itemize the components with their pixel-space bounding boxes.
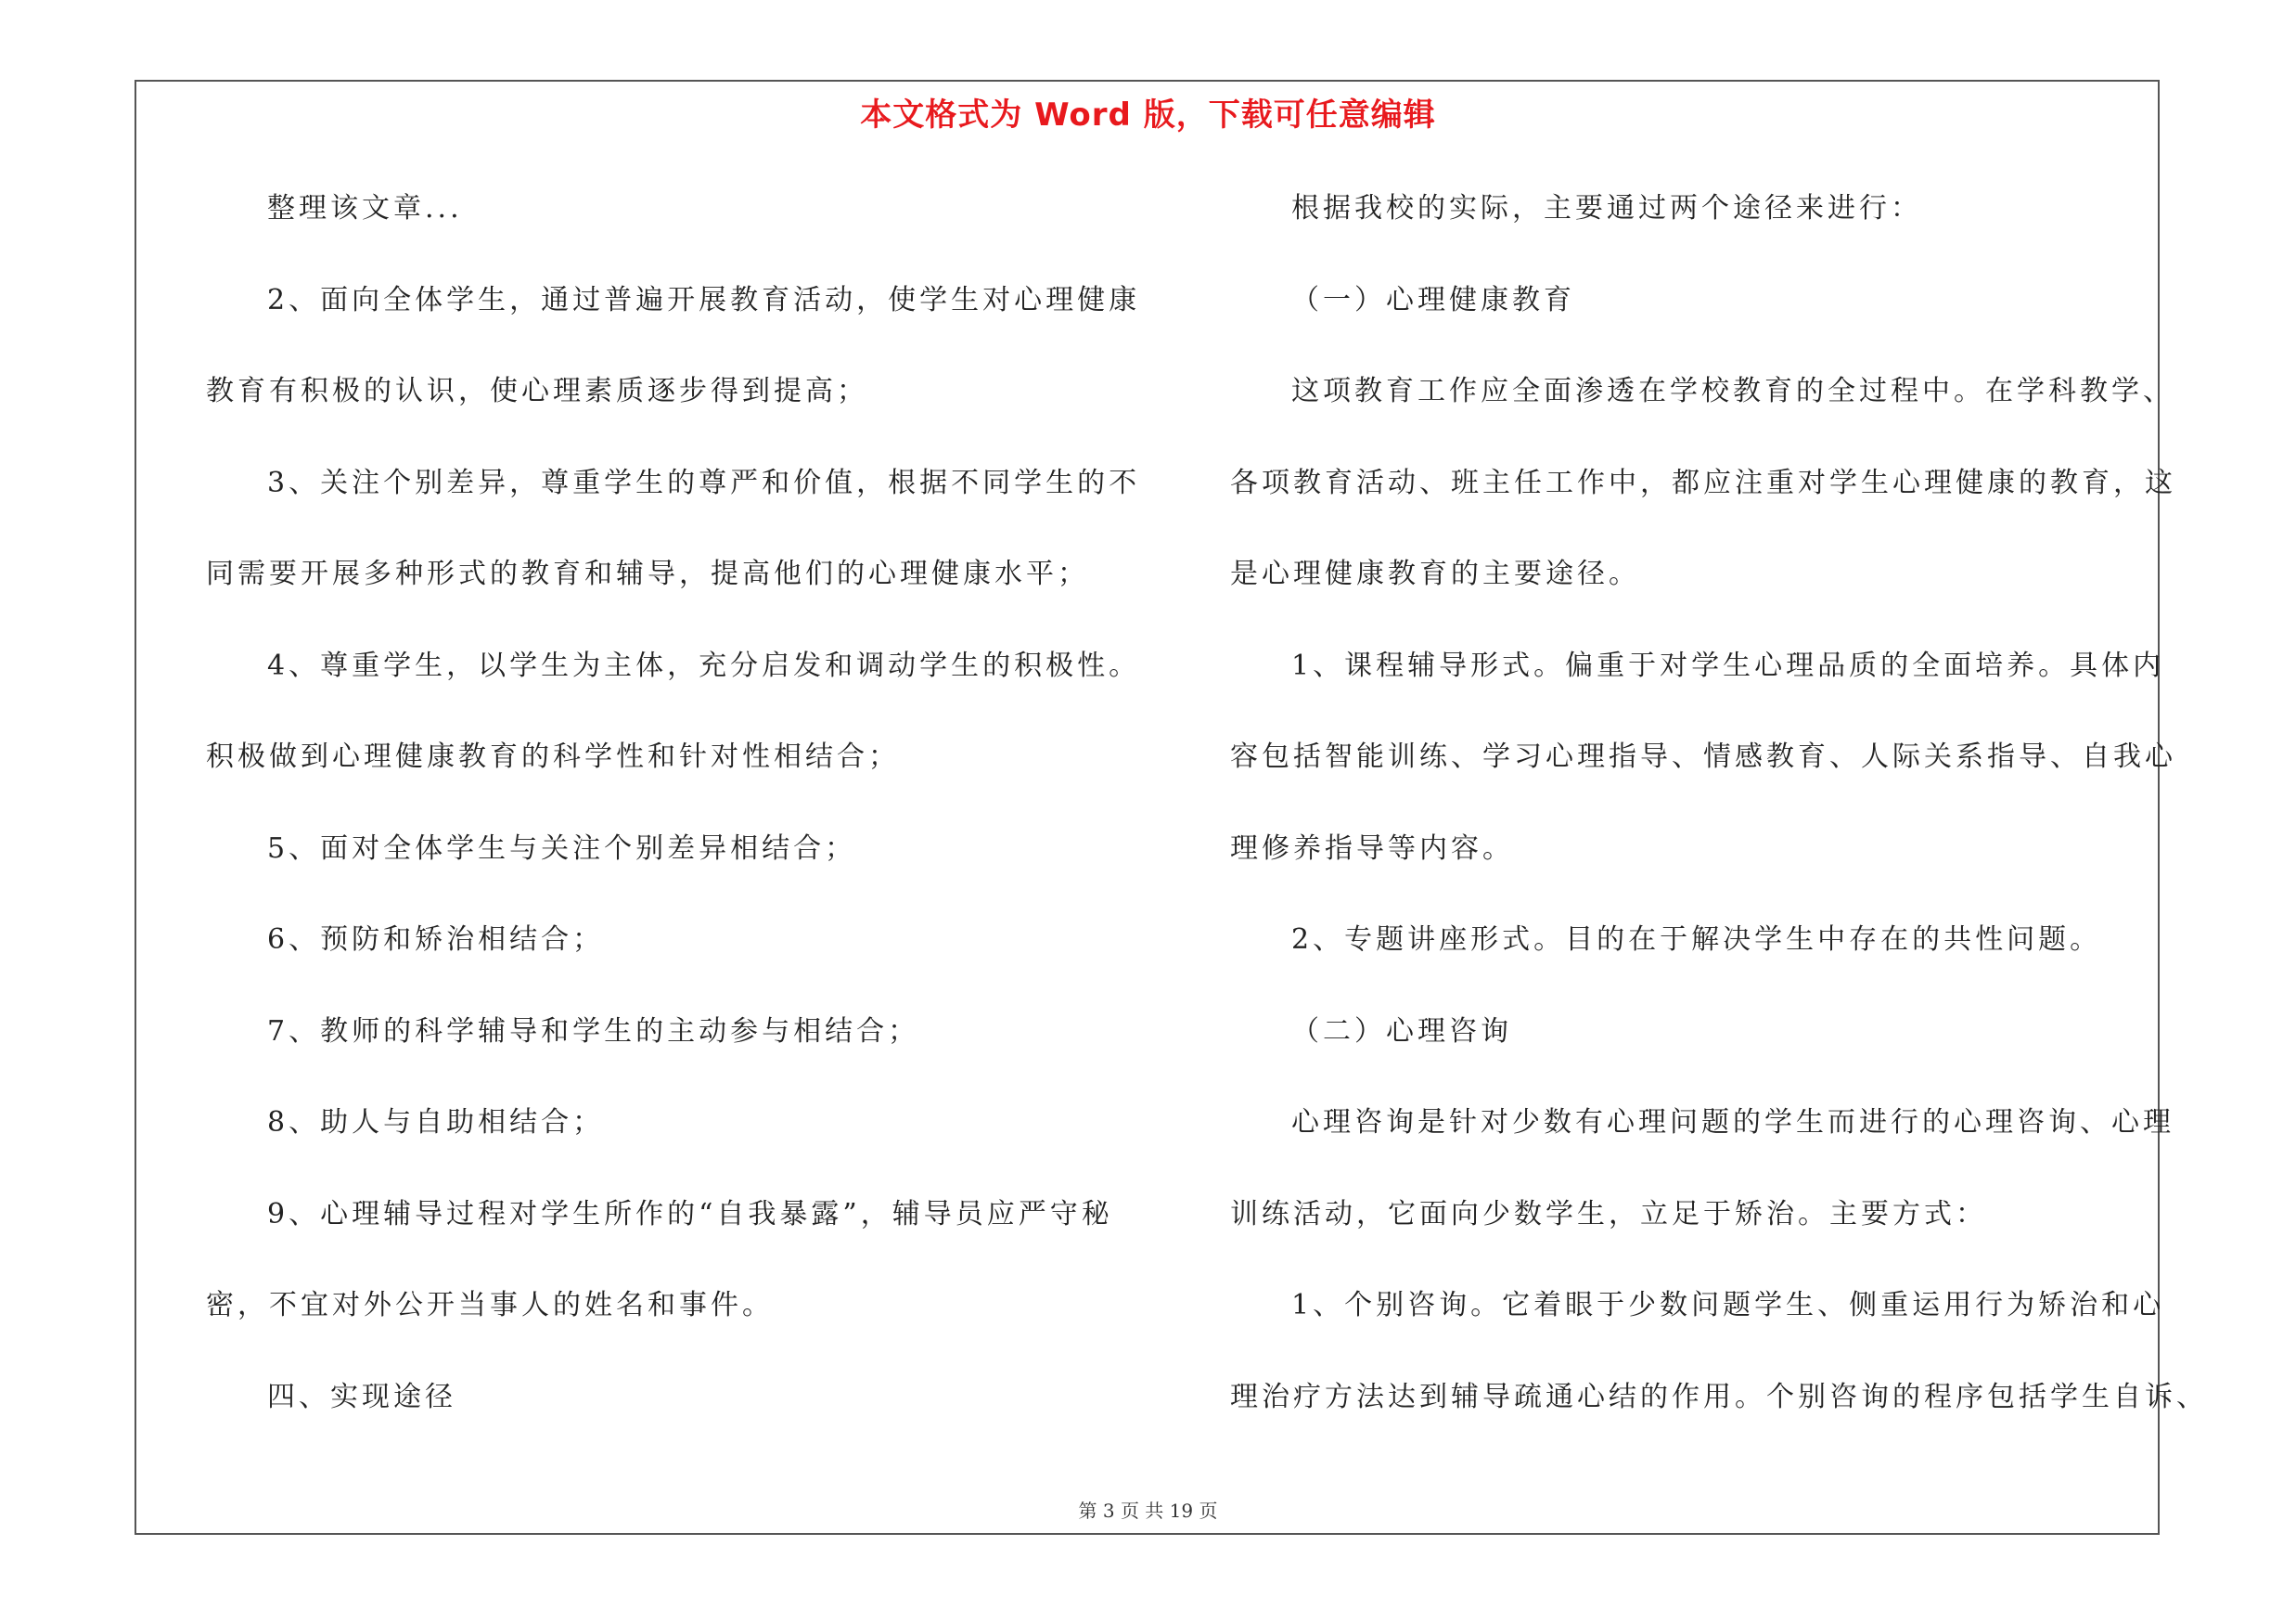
text-line: 7、教师的科学辅导和学生的主动参与相结合； bbox=[267, 1014, 920, 1048]
header-banner: 本文格式为 Word 版，下载可任意编辑 bbox=[860, 97, 1436, 134]
text-line: 8、助人与自助相结合； bbox=[267, 1106, 605, 1139]
text-line: 1、课程辅导形式。偏重于对学生心理品质的全面培养。具体内 bbox=[1291, 649, 2165, 682]
text-line: 心理咨询是针对少数有心理问题的学生而进行的心理咨询、心理 bbox=[1291, 1106, 2174, 1139]
text-line: 理修养指导等内容。 bbox=[1230, 831, 1514, 865]
text-line: 整理该文章... bbox=[267, 192, 463, 225]
text-line: 同需要开展多种形式的教育和辅导，提高他们的心理健康水平； bbox=[206, 558, 1089, 590]
text-line: 教育有积极的认识，使心理素质逐步得到提高； bbox=[206, 375, 868, 407]
text-line: 4、尊重学生，以学生为主体，充分启发和调动学生的积极性。 bbox=[267, 649, 1141, 682]
text-line: 2、专题讲座形式。目的在于解决学生中存在的共性问题。 bbox=[1291, 923, 2102, 956]
text-line: （一）心理健康教育 bbox=[1291, 283, 1575, 316]
text-line: 1、个别咨询。它着眼于少数问题学生、侧重运用行为矫治和心 bbox=[1291, 1289, 2165, 1321]
text-line: （二）心理咨询 bbox=[1291, 1014, 1512, 1048]
right-column bbox=[1230, 176, 2208, 1456]
left-column bbox=[206, 176, 1141, 1456]
text-line: 2、面向全体学生，通过普遍开展教育活动，使学生对心理健康 bbox=[267, 283, 1141, 316]
text-line: 根据我校的实际，主要通过两个途径来进行： bbox=[1291, 192, 1922, 225]
text-line: 容包括智能训练、学习心理指导、情感教育、人际关系指导、自我心 bbox=[1230, 741, 2176, 773]
text-line: 积极做到心理健康教育的科学性和针对性相结合； bbox=[206, 741, 900, 773]
text-line: 9、心理辅导过程对学生所作的“自我暴露”，辅导员应严守秘 bbox=[267, 1197, 1113, 1230]
text-line: 密，不宜对外公开当事人的姓名和事件。 bbox=[206, 1289, 774, 1321]
text-line: 这项教育工作应全面渗透在学校教育的全过程中。在学科教学、 bbox=[1291, 375, 2174, 407]
text-line: 3、关注个别差异，尊重学生的尊严和价值，根据不同学生的不 bbox=[267, 466, 1141, 499]
page-footer: 第 3 页 共 19 页 bbox=[1078, 1500, 1218, 1522]
text-line: 是心理健康教育的主要途径。 bbox=[1230, 558, 1640, 590]
text-line: 训练活动，它面向少数学生，立足于矫治。主要方式： bbox=[1230, 1197, 1987, 1230]
text-line: 四、实现途径 bbox=[267, 1380, 456, 1413]
text-line: 理治疗方法达到辅导疏通心结的作用。个别咨询的程序包括学生自诉、 bbox=[1230, 1380, 2208, 1413]
text-line: 各项教育活动、班主任工作中，都应注重对学生心理健康的教育，这 bbox=[1230, 466, 2176, 499]
text-line: 5、面对全体学生与关注个别差异相结合； bbox=[267, 831, 857, 865]
text-line: 6、预防和矫治相结合； bbox=[267, 923, 605, 956]
